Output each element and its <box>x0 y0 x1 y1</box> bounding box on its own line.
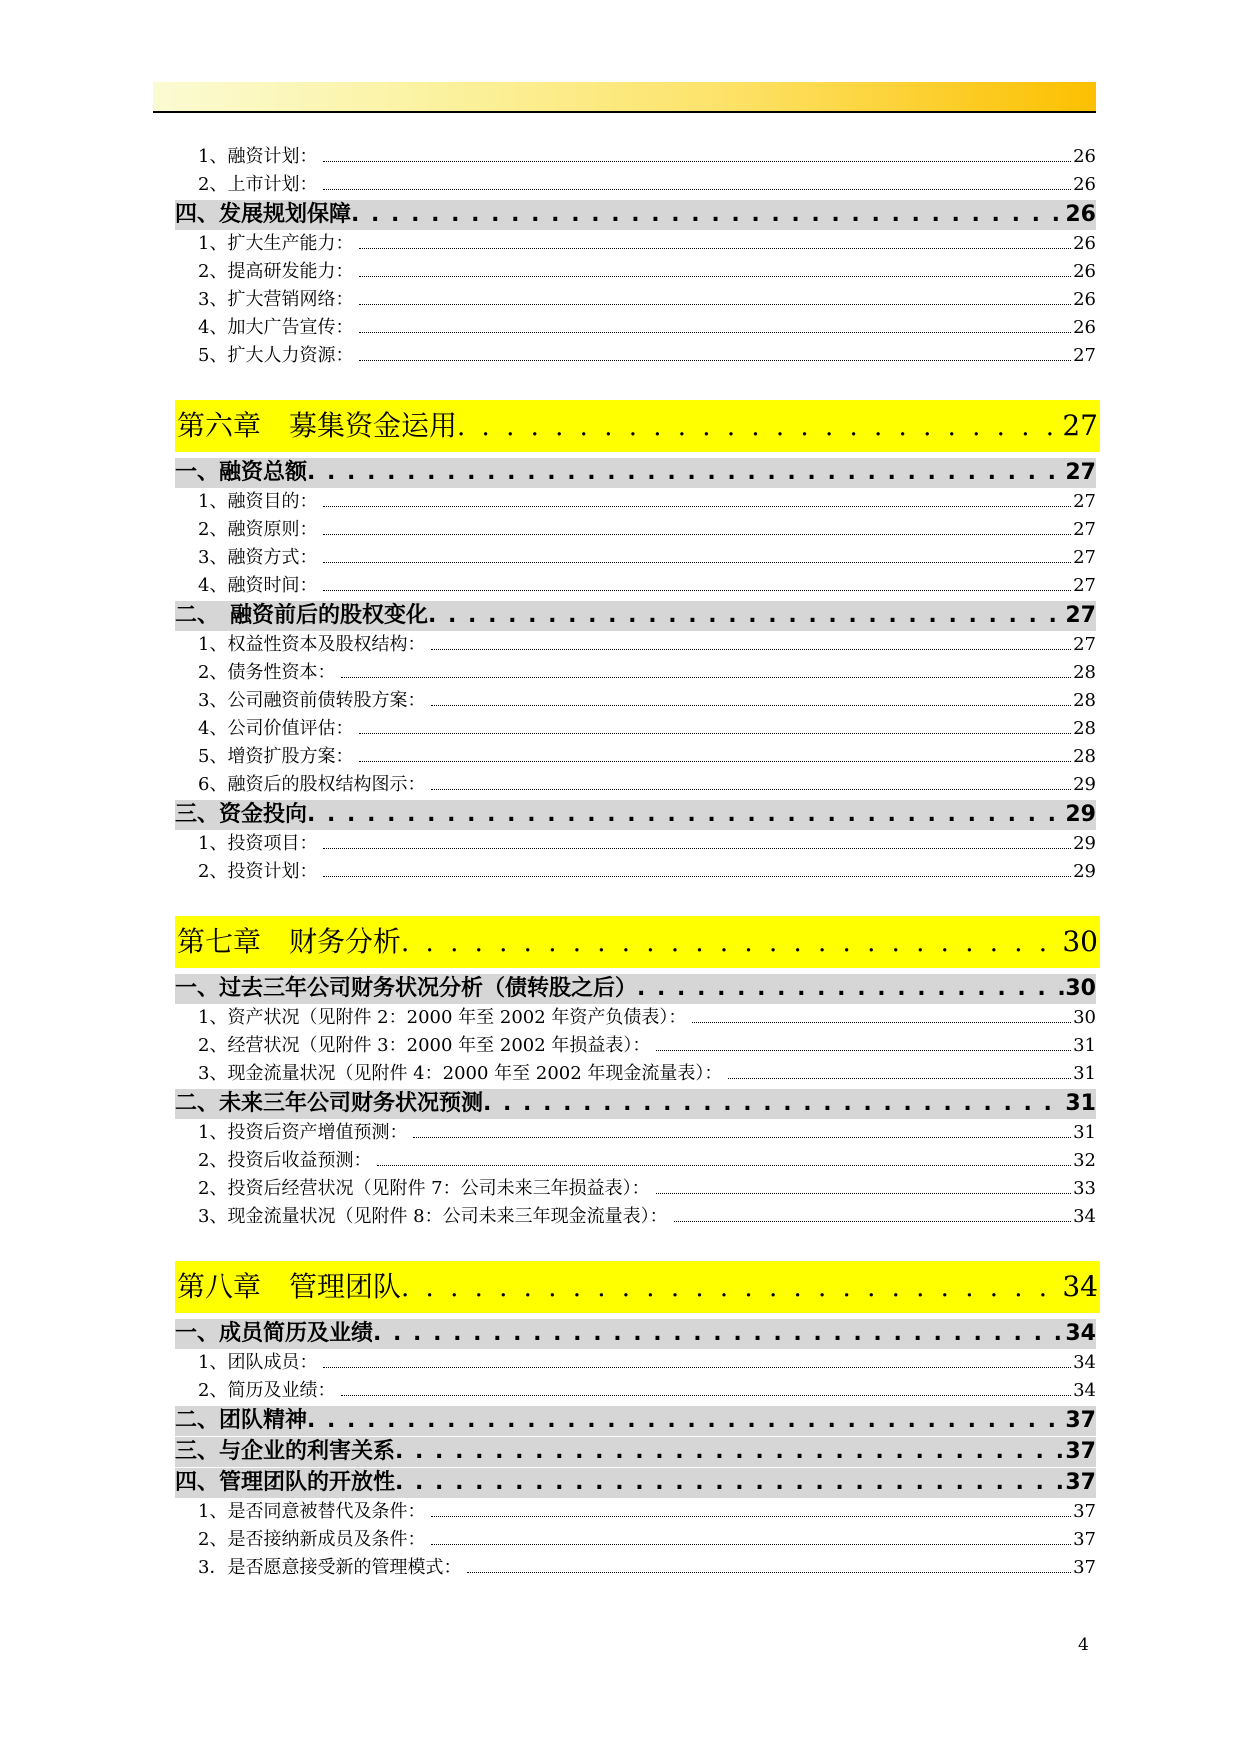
toc-page-number: 26 <box>1073 261 1096 282</box>
dot-leader <box>377 1147 1071 1166</box>
toc-page-number: 37 <box>1073 1501 1096 1522</box>
toc-entry[interactable] <box>175 743 1096 771</box>
toc-page-number: 26 <box>1073 146 1096 167</box>
dot-leader <box>323 858 1071 877</box>
toc-section[interactable] <box>175 1468 1096 1498</box>
dot-leader <box>483 1089 1065 1119</box>
toc-entry[interactable] <box>175 1498 1096 1526</box>
toc-label: 2、提高研发能力： <box>198 261 354 282</box>
toc-page-number: 34 <box>1062 1270 1098 1303</box>
toc-entry[interactable] <box>175 1203 1096 1231</box>
dot-leader <box>359 314 1071 333</box>
toc-label: 2、融资原则： <box>198 519 318 540</box>
toc-label: 四、发展规划保障 <box>175 202 352 227</box>
toc-section[interactable] <box>175 1319 1096 1349</box>
toc-label: 三、资金投向 <box>175 802 308 827</box>
toc-page-number: 37 <box>1065 1408 1096 1433</box>
toc-page-number: 34 <box>1073 1206 1096 1227</box>
dot-leader <box>323 516 1071 535</box>
toc-label: 2、经营状况（见附件 3：2000 年至 2002 年损益表）： <box>198 1035 651 1056</box>
toc-section[interactable] <box>175 800 1096 830</box>
toc-entry[interactable] <box>175 631 1096 659</box>
toc-label: 2、是否接纳新成员及条件： <box>198 1529 426 1550</box>
toc-entry[interactable] <box>175 1147 1096 1175</box>
dot-leader <box>395 1437 1065 1467</box>
dot-leader <box>431 1498 1071 1517</box>
toc-label: 6、融资后的股权结构图示： <box>198 774 426 795</box>
dot-leader <box>467 1554 1071 1573</box>
toc-label: 一、成员简历及业绩 <box>175 1321 374 1346</box>
page-number: 4 <box>1078 1635 1089 1655</box>
toc-label: 1、团队成员： <box>198 1352 318 1373</box>
toc-entry[interactable] <box>175 858 1096 886</box>
toc-page-number: 31 <box>1073 1035 1096 1056</box>
toc-chapter[interactable] <box>175 1261 1100 1313</box>
toc-entry[interactable] <box>175 1060 1096 1088</box>
toc-entry[interactable] <box>175 771 1096 799</box>
dot-leader <box>323 830 1071 849</box>
toc-entry[interactable] <box>175 488 1096 516</box>
toc-label: 1、权益性资本及股权结构： <box>198 634 426 655</box>
dot-leader <box>431 631 1071 650</box>
toc-label: 二、未来三年公司财务状况预测 <box>175 1091 484 1116</box>
dot-leader <box>637 974 1065 1004</box>
dot-leader <box>323 143 1071 162</box>
toc-label: 5、增资扩股方案： <box>198 746 354 767</box>
toc-entry[interactable] <box>175 1526 1096 1554</box>
toc-page-number: 34 <box>1073 1380 1096 1401</box>
toc-entry[interactable] <box>175 286 1096 314</box>
toc-page-number: 27 <box>1065 460 1096 485</box>
dot-leader <box>428 601 1065 631</box>
toc-page-number: 37 <box>1065 1470 1096 1495</box>
toc-entry[interactable] <box>175 171 1096 199</box>
toc-entry[interactable] <box>175 687 1096 715</box>
toc-page-number: 27 <box>1065 603 1096 628</box>
toc-entry[interactable] <box>175 715 1096 743</box>
toc-page-number: 26 <box>1073 174 1096 195</box>
toc-entry[interactable] <box>175 544 1096 572</box>
dot-leader <box>307 458 1065 488</box>
toc-page-number: 28 <box>1073 746 1096 767</box>
toc-page-number: 27 <box>1073 547 1096 568</box>
toc-page-number: 27 <box>1073 519 1096 540</box>
toc-section[interactable] <box>175 601 1096 631</box>
dot-leader <box>656 1175 1071 1194</box>
toc-section[interactable] <box>175 200 1096 230</box>
dot-leader <box>323 544 1071 563</box>
dot-leader <box>395 1468 1065 1498</box>
toc-page-number: 26 <box>1073 317 1096 338</box>
toc-entry[interactable] <box>175 516 1096 544</box>
toc-page-number: 29 <box>1073 861 1096 882</box>
toc-label: 1、投资后资产增值预测： <box>198 1122 408 1143</box>
toc-entry[interactable] <box>175 1032 1096 1060</box>
toc-label: 第六章 募集资金运用 <box>177 409 458 442</box>
toc-page-number: 34 <box>1065 1321 1096 1346</box>
dot-leader <box>431 771 1071 790</box>
toc-page-number: 32 <box>1073 1150 1096 1171</box>
toc-label: 2、投资后收益预测： <box>198 1150 372 1171</box>
dot-leader <box>359 342 1071 361</box>
toc-entry[interactable] <box>175 258 1096 286</box>
toc-page-number: 27 <box>1073 575 1096 596</box>
toc-label: 3．是否愿意接受新的管理模式： <box>198 1557 462 1578</box>
dot-leader <box>728 1060 1071 1079</box>
dot-leader <box>359 715 1071 734</box>
dot-leader <box>351 200 1065 230</box>
toc-page-number: 33 <box>1073 1178 1096 1199</box>
dot-leader <box>401 1262 1062 1314</box>
toc-label: 三、与企业的利害关系 <box>175 1439 396 1464</box>
toc-page-number: 37 <box>1073 1557 1096 1578</box>
toc-page-number: 26 <box>1073 289 1096 310</box>
dot-leader <box>359 230 1071 249</box>
toc-page-number: 29 <box>1065 802 1096 827</box>
toc-label: 4、公司价值评估： <box>198 718 354 739</box>
toc-label: 2、投资后经营状况（见附件 7：公司未来三年损益表）： <box>198 1178 650 1199</box>
toc-label: 1、融资计划： <box>198 146 318 167</box>
toc-entry[interactable] <box>175 1349 1096 1377</box>
dot-leader <box>341 1377 1071 1396</box>
dot-leader <box>323 1349 1071 1368</box>
toc-entry[interactable] <box>175 572 1096 600</box>
dot-leader <box>401 917 1062 969</box>
dot-leader <box>307 1406 1065 1436</box>
toc-section[interactable] <box>175 458 1096 488</box>
toc-chapter[interactable] <box>175 916 1100 968</box>
dot-leader <box>307 800 1065 830</box>
toc-label: 5、扩大人力资源： <box>198 345 354 366</box>
toc-page-number: 30 <box>1073 1007 1096 1028</box>
toc-label: 四、管理团队的开放性 <box>175 1470 396 1495</box>
toc-label: 3、扩大营销网络： <box>198 289 354 310</box>
toc-page-number: 29 <box>1073 774 1096 795</box>
toc-entry[interactable] <box>175 230 1096 258</box>
toc-chapter[interactable] <box>175 400 1100 452</box>
toc-label: 1、资产状况（见附件 2：2000 年至 2002 年资产负债表）： <box>198 1007 687 1028</box>
toc-page-number: 28 <box>1073 690 1096 711</box>
toc-page-number: 27 <box>1073 345 1096 366</box>
dot-leader <box>674 1203 1071 1222</box>
dot-leader <box>359 743 1071 762</box>
toc-entry[interactable] <box>175 314 1096 342</box>
toc-label: 二、 融资前后的股权变化 <box>175 603 429 628</box>
toc-label: 第八章 管理团队 <box>177 1270 402 1303</box>
dot-leader <box>341 659 1071 678</box>
toc-page-number: 29 <box>1073 833 1096 854</box>
toc-page-number: 27 <box>1073 491 1096 512</box>
toc-label: 1、融资目的： <box>198 491 318 512</box>
toc-entry[interactable] <box>175 143 1096 171</box>
header-band <box>153 82 1096 111</box>
toc-page-number: 37 <box>1065 1439 1096 1464</box>
toc-page-number: 30 <box>1062 925 1098 958</box>
dot-leader <box>359 286 1071 305</box>
toc-label: 一、融资总额 <box>175 460 308 485</box>
toc-page-number: 28 <box>1073 662 1096 683</box>
toc-label: 4、融资时间： <box>198 575 318 596</box>
toc-label: 一、过去三年公司财务状况分析（债转股之后） <box>175 976 638 1001</box>
toc-label: 3、公司融资前债转股方案： <box>198 690 426 711</box>
toc-label: 3、融资方式： <box>198 547 318 568</box>
toc-page-number: 31 <box>1073 1122 1096 1143</box>
toc-label: 1、扩大生产能力： <box>198 233 354 254</box>
dot-leader <box>373 1319 1065 1349</box>
toc-entry[interactable] <box>175 659 1096 687</box>
toc-label: 第七章 财务分析 <box>177 925 402 958</box>
toc-label: 1、是否同意被替代及条件： <box>198 1501 426 1522</box>
toc-page-number: 31 <box>1073 1063 1096 1084</box>
dot-leader <box>323 171 1071 190</box>
toc-entry[interactable] <box>175 830 1096 858</box>
toc-label: 二、团队精神 <box>175 1408 308 1433</box>
toc-page-number: 31 <box>1065 1091 1096 1116</box>
toc-page-number: 37 <box>1073 1529 1096 1550</box>
dot-leader <box>323 572 1071 591</box>
toc-label: 2、投资计划： <box>198 861 318 882</box>
toc-entry[interactable] <box>175 1119 1096 1147</box>
toc-label: 2、债务性资本： <box>198 662 336 683</box>
toc-page-number: 34 <box>1073 1352 1096 1373</box>
dot-leader <box>457 401 1062 453</box>
toc-page-number: 28 <box>1073 718 1096 739</box>
toc-entry[interactable] <box>175 1004 1096 1032</box>
dot-leader <box>431 687 1071 706</box>
dot-leader <box>431 1526 1071 1545</box>
toc-entry[interactable] <box>175 342 1096 370</box>
toc-entry[interactable] <box>175 1175 1096 1203</box>
toc-label: 2、上市计划： <box>198 174 318 195</box>
toc-section[interactable] <box>175 1437 1096 1467</box>
dot-leader <box>656 1032 1071 1051</box>
table-of-contents <box>175 143 1100 1582</box>
dot-leader <box>413 1119 1071 1138</box>
toc-entry[interactable] <box>175 1377 1096 1405</box>
toc-section[interactable] <box>175 1406 1096 1436</box>
toc-label: 1、投资项目： <box>198 833 318 854</box>
toc-label: 4、加大广告宣传： <box>198 317 354 338</box>
dot-leader <box>323 488 1071 507</box>
toc-label: 3、现金流量状况（见附件 8：公司未来三年现金流量表）： <box>198 1206 668 1227</box>
dot-leader <box>359 258 1071 277</box>
toc-page-number: 26 <box>1073 233 1096 254</box>
toc-section[interactable] <box>175 1089 1096 1119</box>
dot-leader <box>692 1004 1071 1023</box>
toc-section[interactable] <box>175 974 1096 1004</box>
toc-entry[interactable] <box>175 1554 1096 1582</box>
toc-page-number: 27 <box>1073 634 1096 655</box>
header-rule <box>153 111 1096 113</box>
toc-page-number: 27 <box>1062 409 1098 442</box>
toc-label: 3、现金流量状况（见附件 4：2000 年至 2002 年现金流量表）： <box>198 1063 723 1084</box>
toc-label: 2、简历及业绩： <box>198 1380 336 1401</box>
toc-page-number: 30 <box>1065 976 1096 1001</box>
toc-page-number: 26 <box>1065 202 1096 227</box>
